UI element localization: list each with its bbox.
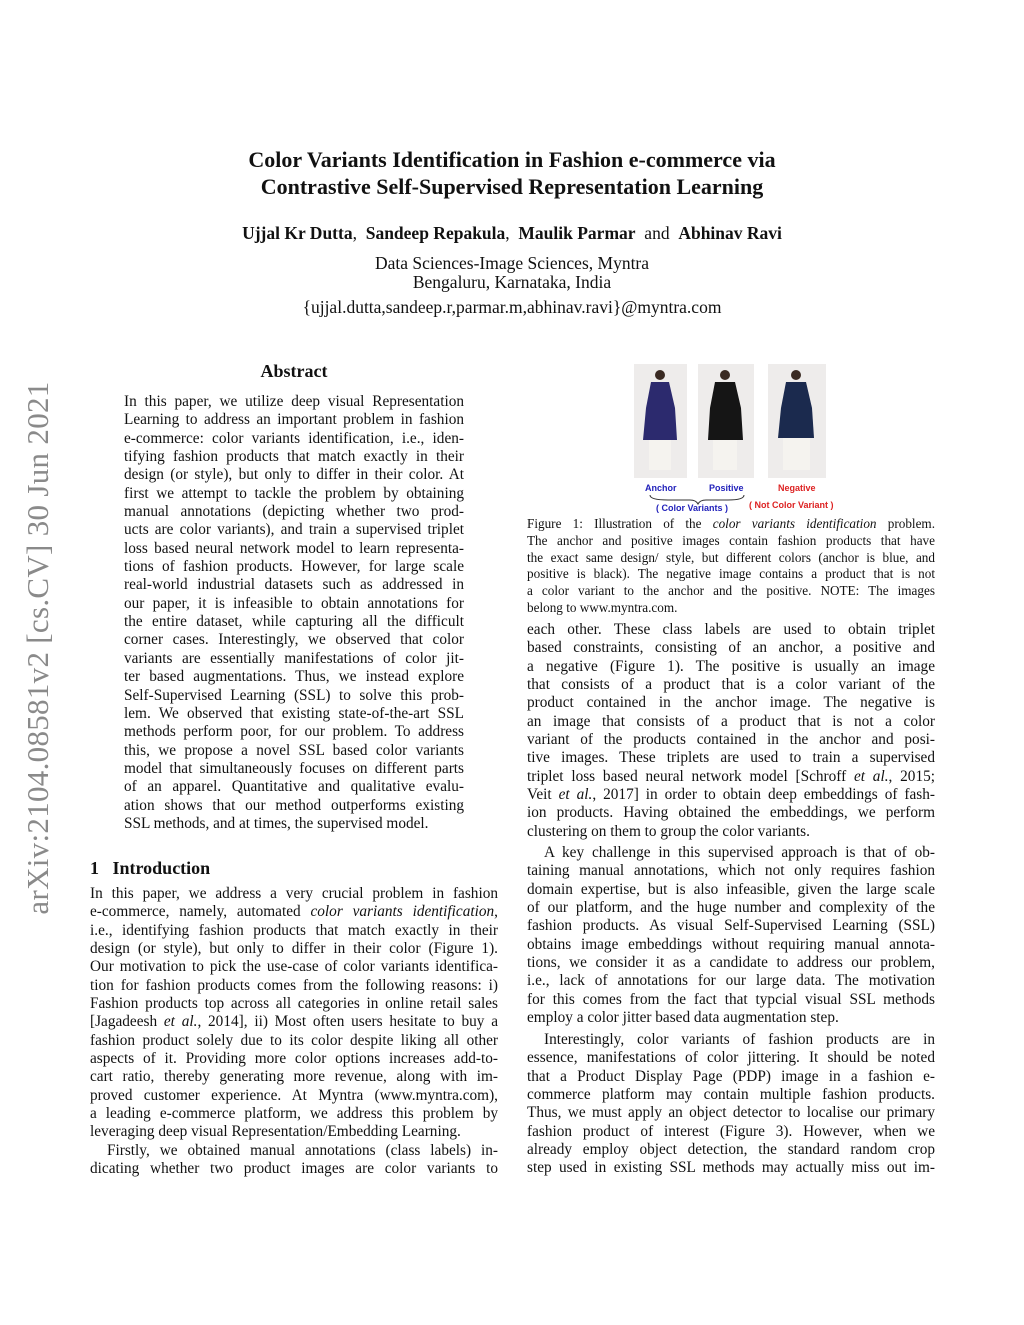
author-separator: , <box>352 223 357 243</box>
italic-text: et al. <box>163 1013 198 1031</box>
text-line: model that simultaneously focuses on different parts <box>124 759 464 777</box>
text-segment: problem. <box>876 516 935 531</box>
text-line <box>527 862 935 880</box>
text-line <box>527 786 935 804</box>
color-variants-label: ( Color Variants ) <box>656 503 729 513</box>
text-line <box>527 676 935 694</box>
text-segment: Firstly, we obtained manual annotations (class labels) in- <box>107 1141 498 1159</box>
anchor-image <box>634 364 687 478</box>
text-segment: fashion products. As visual Self-Supervised Learning (SSL) <box>527 917 935 935</box>
not-color-variant-label: ( Not Color Variant ) <box>749 500 834 510</box>
text-segment: belong to www.myntra.com. <box>527 599 678 615</box>
text-line <box>527 1159 935 1177</box>
text-segment: A key challenge in this supervised approach is that of ob- <box>544 844 935 861</box>
text-line: design (or style), but only to differ in their color. At <box>124 466 464 484</box>
text-line: first we attempt to tackle the problem by obtaining <box>124 484 464 502</box>
text-line <box>527 1009 935 1027</box>
author: Sandeep Repakula <box>365 223 506 243</box>
text-segment: fashion product of interest (Figure 3). However, when we <box>527 1122 935 1140</box>
text-line: variants are essentially manifestations of color jit- <box>124 649 464 667</box>
text-line: In this paper, we utilize deep visual Representation <box>124 393 464 410</box>
text-segment: a leading e-commerce platform, we address this problem by <box>90 1105 498 1123</box>
text-segment: product contained in the anchor image. The negative is <box>527 694 935 712</box>
text-segment: a negative (Figure 1). The positive is usually an image <box>527 657 935 675</box>
text-segment: , 2014], ii) Most often users hesitate to buy a <box>197 1013 498 1031</box>
text-segment: obtains image embeddings without requiring manual annota- <box>527 935 935 953</box>
text-line <box>90 1142 498 1160</box>
text-line <box>527 804 935 822</box>
text-segment: , <box>494 903 498 921</box>
author-and: and <box>644 223 670 243</box>
text-line <box>90 977 498 995</box>
author: Abhinav Ravi <box>678 223 782 243</box>
text-segment: Figure 1: Illustration of the <box>527 516 713 531</box>
text-segment: Veit <box>527 786 559 804</box>
text-segment: fashion product solely due to its color despite liking all other <box>90 1031 498 1049</box>
text-line <box>527 823 935 841</box>
text-segment: The anchor and positive images contain fashion products that have <box>527 532 935 548</box>
text-line <box>527 639 935 657</box>
text-line: corner cases. Interestingly, we observed that color <box>124 631 464 649</box>
figure-1-caption <box>527 516 935 617</box>
section-heading-introduction <box>90 858 210 879</box>
text-line <box>90 1032 498 1050</box>
text-line <box>527 881 935 899</box>
text-segment: that a Product Display Page (PDP) image in a fashion e- <box>527 1067 935 1085</box>
author-emails: {ujjal.dutta,sandeep.r,parmar.m,abhinav.ravi}@myntra.com <box>302 297 722 317</box>
text-line <box>527 583 935 600</box>
text-line: ucts are color variants), and train a supervised triplet <box>124 521 464 539</box>
affiliation-line: Bengaluru, Karnataka, India <box>412 272 612 292</box>
text-line <box>527 1123 935 1141</box>
text-segment: Thus, we must apply an object detector to localise our primary <box>527 1104 935 1122</box>
text-line <box>90 885 498 903</box>
arxiv-identifier-stamp: arXiv:2104.08581v2 [cs.CV] 30 Jun 2021 <box>20 381 55 915</box>
text-line <box>90 922 498 940</box>
text-line <box>90 940 498 958</box>
text-line <box>527 899 935 917</box>
text-line: loss based neural network model to learn representa- <box>124 539 464 557</box>
text-segment: based constraints, consisting of an anchor, a positive and <box>527 639 935 657</box>
text-segment: Our motivation to pick the use-case of color variants identifica- <box>90 958 498 976</box>
text-segment: an image that consists of a product that is not a color <box>527 712 935 730</box>
author-list <box>0 223 1024 244</box>
text-segment: tions, we consider it as a candidate to address our problem, <box>527 954 935 972</box>
text-segment: , 2017] in order to obtain deep embeddings of fash- <box>592 786 935 804</box>
text-line <box>527 954 935 972</box>
text-segment: clustering on them to group the color variants. <box>527 822 810 840</box>
text-segment: of our platform, and the huge number and complexity of the <box>527 899 935 917</box>
text-line <box>90 1105 498 1123</box>
text-line <box>527 1104 935 1122</box>
text-segment: tion for fashion products comes from the following reasons: i) <box>90 976 498 994</box>
text-line <box>90 1123 498 1141</box>
text-line <box>527 658 935 676</box>
text-line <box>90 1050 498 1068</box>
author: Ujjal Kr Dutta <box>242 223 353 243</box>
right-paragraph <box>527 621 935 841</box>
text-segment: variant of the products contained in the anchor and posi- <box>527 731 935 749</box>
affiliation-line: Data Sciences-Image Sciences, Myntra <box>374 253 650 273</box>
text-segment: i.e., identifying fashion products that match exactly in their <box>90 921 498 939</box>
text-line <box>527 844 935 862</box>
text-segment: for this comes from the fact that typcial visual SSL methods <box>527 990 935 1008</box>
text-line <box>527 516 935 533</box>
text-line <box>527 936 935 954</box>
abstract-heading: Abstract <box>260 361 328 381</box>
text-segment: step used in existing SSL methods may actually miss out im- <box>527 1159 935 1177</box>
text-line: methods perform poor, for our problem. To address <box>124 723 464 741</box>
italic-text: color variants identification <box>310 903 495 921</box>
text-line: ter based augmentations. Thus, we instead explore <box>124 668 464 686</box>
text-line <box>527 991 935 1009</box>
text-line <box>90 1068 498 1086</box>
section-number: 1 <box>90 858 99 878</box>
author: Maulik Parmar <box>518 223 636 243</box>
text-segment: already employ object detection, the standard random crop <box>527 1141 935 1159</box>
text-line: our paper, it is infeasible to obtain annotations for <box>124 594 464 612</box>
text-segment: cart ratio, thereby generating more revenue, along with im- <box>90 1068 498 1086</box>
title-line: Color Variants Identification in Fashion e-commerce via <box>248 147 776 172</box>
positive-image <box>698 364 754 478</box>
text-segment: domain expertise, but is also infeasible, given the large scale <box>527 880 935 898</box>
text-line <box>90 1087 498 1105</box>
text-segment: leveraging deep visual Representation/Embedding Learning. <box>90 1123 461 1141</box>
text-segment: positive is black). The negative image contains a product that is not <box>527 566 935 582</box>
text-segment: ion products. Having obtained the embeddings, we perform <box>527 804 935 822</box>
text-line <box>527 621 935 639</box>
text-line <box>527 1049 935 1067</box>
text-line <box>527 749 935 767</box>
text-line <box>90 995 498 1013</box>
text-line: e-commerce: color variants identification, i.e., iden- <box>124 429 464 447</box>
text-line <box>527 600 935 617</box>
text-line <box>90 958 498 976</box>
text-line: of an apparel. Quantitative and qualitative evalu- <box>124 778 464 796</box>
text-line <box>527 1031 935 1049</box>
text-line <box>90 903 498 921</box>
text-segment: the exact same design/ style, but different colors (anchor is blue, and <box>527 549 935 565</box>
text-segment: each other. These class labels are used to obtain triplet <box>527 621 935 638</box>
text-line <box>527 533 935 550</box>
text-segment: design (or style), but only to differ in their color (Figure 1). <box>90 940 498 958</box>
anchor-label: Anchor <box>645 483 677 493</box>
text-segment: e-commerce, namely, automated <box>90 903 311 921</box>
text-segment: employ a color jitter based data augmentation step. <box>527 1009 839 1027</box>
text-line: SSL methods, and at times, the supervised model. <box>124 814 429 832</box>
text-segment: taining manual annotations, which not only requires fashion <box>527 862 935 880</box>
text-line <box>527 713 935 731</box>
text-segment: essence, manifestations of color jittering. It should be noted <box>527 1049 935 1067</box>
text-segment: tive images. These triplets are used to train a supervised <box>527 749 935 767</box>
text-line <box>90 1013 498 1031</box>
text-line: ation shows that our method outperforms existing <box>124 796 464 814</box>
italic-text: et al. <box>558 786 593 804</box>
right-paragraph <box>527 1031 935 1178</box>
text-segment: aspects of it. Providing more color options increases add-to- <box>90 1050 498 1068</box>
text-segment: , 2015; <box>888 767 935 785</box>
text-line: tions of fashion products. However, for large scale <box>124 558 464 576</box>
text-line: Learning to address an important problem in fashion <box>124 411 464 429</box>
text-segment: dicating whether two product images are color variants to <box>90 1160 498 1178</box>
abstract-body <box>124 393 464 833</box>
italic-text: color variants identification <box>712 516 877 531</box>
italic-text: et al. <box>853 767 889 785</box>
text-line <box>527 972 935 990</box>
text-segment: i.e., lack of annotations for our large data. The motivation <box>527 972 935 990</box>
text-line <box>527 917 935 935</box>
text-line: the entire dataset, while capturing all the difficult <box>124 613 464 631</box>
text-line: real-world industrial datasets such as addressed in <box>124 576 464 594</box>
positive-label: Positive <box>709 483 744 493</box>
text-segment: triplet loss based neural network model [Schroff <box>527 767 854 785</box>
text-line <box>527 1068 935 1086</box>
text-line <box>527 731 935 749</box>
text-segment: Fashion products top across all categories in online retail sales <box>90 995 498 1013</box>
text-line <box>90 1160 498 1178</box>
negative-image <box>768 364 826 478</box>
text-line <box>527 694 935 712</box>
title-line: Contrastive Self-Supervised Representation Learning <box>260 174 764 199</box>
text-line: Self-Supervised Learning (SSL) to solve this prob- <box>124 686 464 704</box>
text-line <box>527 1086 935 1104</box>
text-line: lem. We observed that existing state-of-the-art SSL <box>124 704 464 722</box>
text-line <box>527 566 935 583</box>
text-segment: [Jagadeesh <box>90 1013 164 1031</box>
text-segment: that consists of a product that is a color variant of the <box>527 676 935 694</box>
figure-images <box>620 360 850 480</box>
text-segment: commerce platform may contain multiple fashion products. <box>527 1086 935 1104</box>
paper-title <box>0 146 1024 200</box>
text-segment: a color variant to the anchor and the positive. NOTE: The images <box>527 583 935 599</box>
text-line: manual annotations (depicting whether two prod- <box>124 503 464 521</box>
section-title: Introduction <box>112 858 211 878</box>
text-segment: proved customer experience. At Myntra (www.myntra.com), <box>90 1086 498 1104</box>
text-line <box>527 768 935 786</box>
text-segment: Interestingly, color variants of fashion products are in <box>544 1031 935 1048</box>
text-line: tifying fashion products that match exactly in their <box>124 448 464 466</box>
text-line: this, we propose a novel SSL based color variants <box>124 741 464 759</box>
negative-label: Negative <box>778 483 816 493</box>
introduction-body <box>90 885 498 1179</box>
figure-1 <box>620 360 850 515</box>
text-segment: In this paper, we address a very crucial problem in fashion <box>90 885 498 902</box>
text-line <box>527 550 935 567</box>
text-line <box>527 1141 935 1159</box>
author-separator: , <box>505 223 510 243</box>
right-paragraph <box>527 844 935 1027</box>
